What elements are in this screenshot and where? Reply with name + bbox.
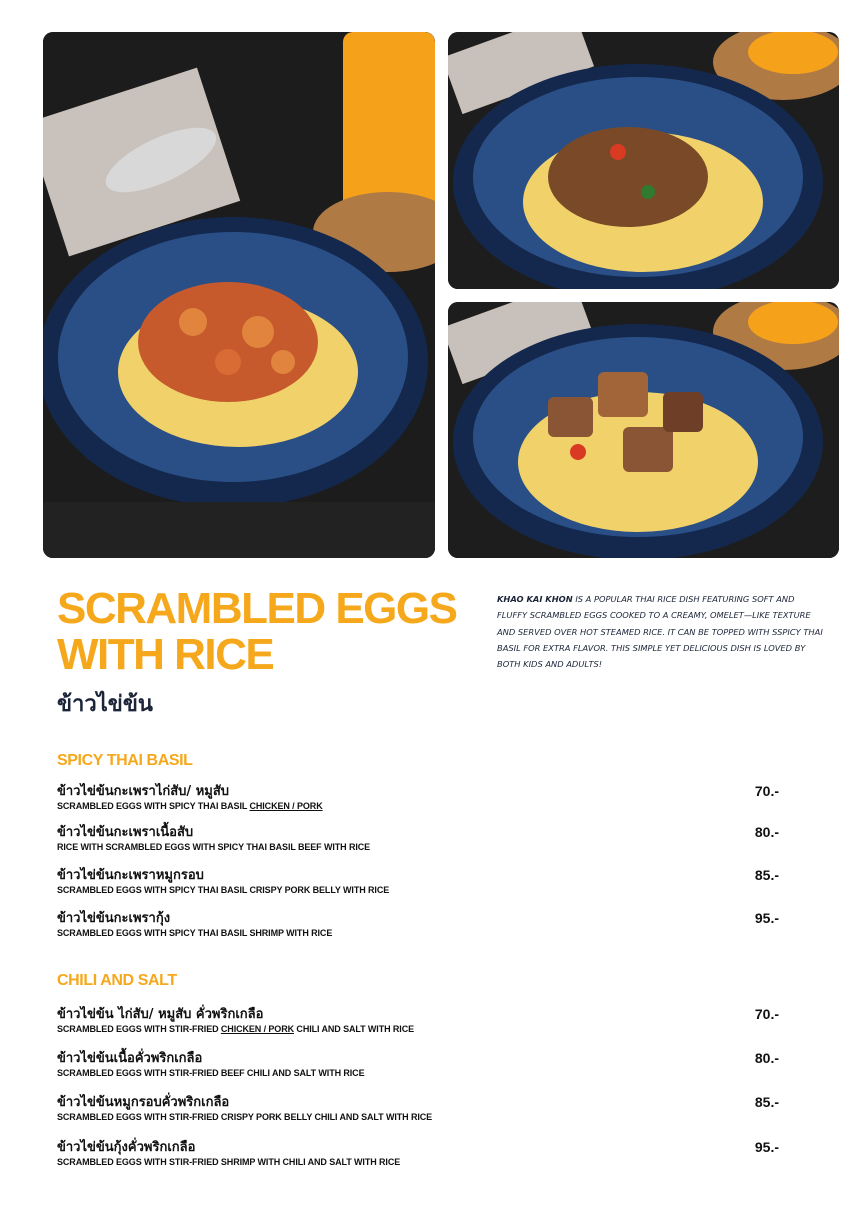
menu-item-english-name: SCRAMBLED EGGS WITH SPICY THAI BASIL CRISPY PORK BELLY WITH RICE: [57, 885, 390, 895]
section-title-spicy-thai-basil: SPICY THAI BASIL: [57, 752, 193, 769]
menu-item-price: 95.-: [754, 1139, 779, 1155]
menu-item: [57, 907, 787, 947]
dish-photo-shrimp: [43, 32, 435, 558]
section-title-chili-and-salt: CHILI AND SALT: [57, 972, 177, 989]
menu-item: [57, 864, 787, 904]
page-title: [57, 586, 487, 678]
menu-item-english-name: SCRAMBLED EGGS WITH STIR-FRIED SHRIMP WITH CHILI AND SALT WITH RICE: [57, 1157, 401, 1167]
menu-item: [57, 780, 787, 820]
menu-item-thai-name: ข้าวไข่ข้นกะเพราเนื้อสับ: [57, 825, 194, 840]
menu-item: [57, 821, 787, 861]
menu-item: [57, 1047, 787, 1087]
menu-item: [57, 1136, 787, 1176]
dish-photo-minced-pork-image: [448, 32, 839, 289]
menu-item-price: 85.-: [754, 1094, 779, 1110]
menu-item: [57, 1003, 787, 1043]
menu-item-english-name: SCRAMBLED EGGS WITH SPICY THAI BASIL CHICKEN / PORK: [57, 801, 323, 811]
menu-item-english-name: SCRAMBLED EGGS WITH STIR-FRIED BEEF CHILI AND SALT WITH RICE: [57, 1068, 365, 1078]
thai-title: ข้าวไข่ข้น: [57, 692, 153, 717]
menu-item-thai-name: ข้าวไข่ข้นเนื้อคั่วพริกเกลือ: [57, 1051, 203, 1066]
menu-item-price: 95.-: [754, 910, 779, 926]
menu-item-price: 85.-: [754, 867, 779, 883]
menu-item-price: 80.-: [754, 824, 779, 840]
title-line-1: SCRAMBLED EGGS: [57, 584, 457, 633]
menu-item-price: 70.-: [754, 1006, 779, 1022]
menu-item-thai-name: ข้าวไข่ข้น ไก่สับ/ หมูสับ คั่วพริกเกลือ: [57, 1007, 264, 1022]
dish-photo-crispy-pork: [448, 302, 839, 558]
menu-item-price: 80.-: [754, 1050, 779, 1066]
dish-photo-shrimp-image: [43, 32, 435, 558]
description-body: IS A POPULAR THAI RICE DISH FEATURING SOFT AND FLUFFY SCRAMBLED EGGS COOKED TO A CREAMY, OMELET—LIKE TEXTURE AND SERVED OVER HOT STEAMED RICE. IT CAN BE TOPPED WITH SSPICY THAI BASIL FOR EXTRA FLAVOR. THIS SIMPLE YET DELICIOUS DISH IS LOVED BY BOTH KIDS AND ADULTS!: [497, 594, 823, 670]
menu-item-thai-name: ข้าวไข่ข้นหมูกรอบคั่วพริกเกลือ: [57, 1095, 230, 1110]
description-lead: KHAO KAI KHON: [497, 594, 573, 604]
menu-item-thai-name: ข้าวไข่ข้นกะเพราหมูกรอบ: [57, 868, 204, 883]
menu-item-english-name: SCRAMBLED EGGS WITH SPICY THAI BASIL SHRIMP WITH RICE: [57, 928, 333, 938]
title-line-2: WITH RICE: [57, 630, 274, 679]
menu-item-thai-name: ข้าวไข่ข้นกะเพราไก่สับ/ หมูสับ: [57, 784, 230, 799]
dish-description: [497, 591, 827, 672]
menu-item-thai-name: ข้าวไข่ข้นกะเพรากุ้ง: [57, 911, 171, 926]
menu-item-english-name: SCRAMBLED EGGS WITH STIR-FRIED CRISPY PORK BELLY CHILI AND SALT WITH RICE: [57, 1112, 433, 1122]
menu-item-price: 70.-: [754, 783, 779, 799]
menu-item-english-name: RICE WITH SCRAMBLED EGGS WITH SPICY THAI BASIL BEEF WITH RICE: [57, 842, 371, 852]
menu-item-thai-name: ข้าวไข่ข้นกุ้งคั่วพริกเกลือ: [57, 1140, 196, 1155]
dish-photo-minced-pork: [448, 32, 839, 289]
menu-item: [57, 1091, 787, 1131]
menu-item-english-name: SCRAMBLED EGGS WITH STIR-FRIED CHICKEN / PORK CHILI AND SALT WITH RICE: [57, 1024, 415, 1034]
dish-photo-crispy-pork-image: [448, 302, 839, 558]
